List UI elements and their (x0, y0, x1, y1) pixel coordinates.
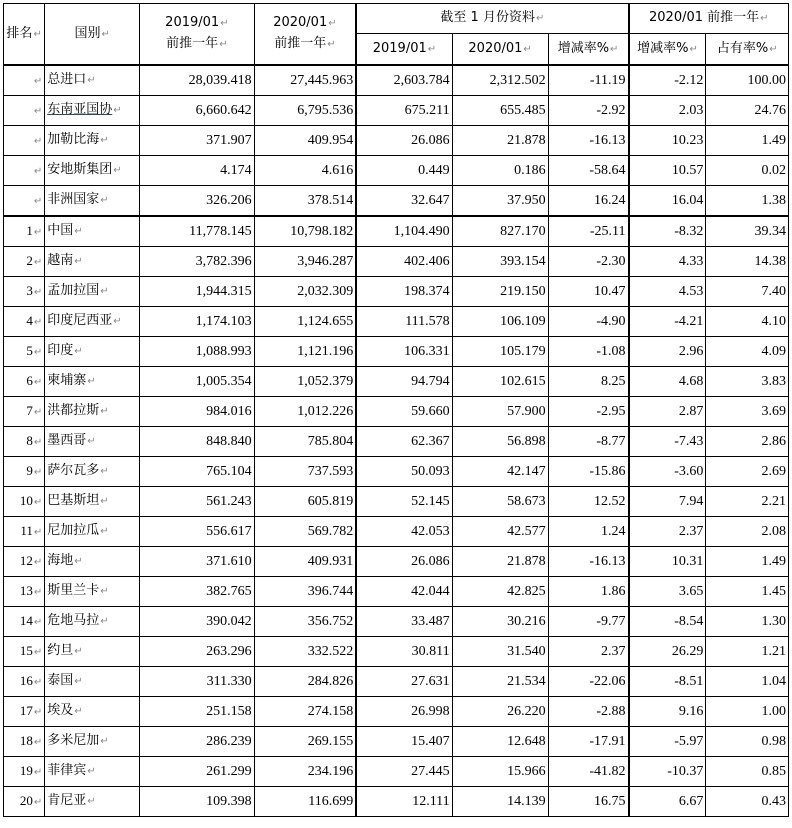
table-row (4, 186, 789, 217)
cell-jan-2020: 14.139 (452, 787, 548, 817)
cell-rolling-change: 7.94 (629, 487, 706, 517)
cell-rank: 1↵ (4, 216, 45, 247)
cell-jan-2019: 33.487 (356, 607, 452, 637)
cell-2020-year: 396.744 (254, 577, 356, 607)
cell-jan-change: -2.92 (548, 96, 628, 126)
cell-2020-year: 234.196 (254, 757, 356, 787)
table-row (4, 337, 789, 367)
cell-country: 印度↵ (45, 337, 140, 367)
cell-rolling-share: 1.38 (706, 186, 789, 217)
cell-2020-year: 737.593 (254, 457, 356, 487)
cell-rolling-share: 2.86 (706, 427, 789, 457)
cell-2019-year: 1,088.993 (140, 337, 254, 367)
cell-country: 洪都拉斯↵ (45, 397, 140, 427)
cell-2020-year: 378.514 (254, 186, 356, 217)
cell-rolling-change: -8.51 (629, 667, 706, 697)
cell-jan-2019: 30.811 (356, 637, 452, 667)
cell-2020-year: 2,032.309 (254, 277, 356, 307)
cell-rolling-share: 0.85 (706, 757, 789, 787)
cell-jan-change: 2.37 (548, 637, 628, 667)
cell-jan-2019: 15.407 (356, 727, 452, 757)
cell-2020-year: 1,012.226 (254, 397, 356, 427)
cell-rolling-change: 9.16 (629, 697, 706, 727)
cell-jan-2019: 198.374 (356, 277, 452, 307)
header-jan-change: 增减率%↵ (548, 34, 628, 66)
cell-rolling-change: -4.21 (629, 307, 706, 337)
cell-jan-change: 8.25 (548, 367, 628, 397)
table-row (4, 307, 789, 337)
cell-rolling-share: 0.43 (706, 787, 789, 817)
cell-2020-year: 4.616 (254, 156, 356, 186)
cell-2020-year: 6,795.536 (254, 96, 356, 126)
table-row (4, 787, 789, 817)
cell-jan-2019: 26.086 (356, 126, 452, 156)
cell-rolling-change: -10.37 (629, 757, 706, 787)
cell-2020-year: 356.752 (254, 607, 356, 637)
table-row (4, 126, 789, 156)
cell-2019-year: 371.907 (140, 126, 254, 156)
cell-country: 越南↵ (45, 247, 140, 277)
table-row (4, 727, 789, 757)
cell-2019-year: 11,778.145 (140, 216, 254, 247)
cell-rolling-share: 100.00 (706, 65, 789, 96)
cell-jan-2019: 0.449 (356, 156, 452, 186)
cell-rolling-change: 2.03 (629, 96, 706, 126)
cell-jan-2019: 12.111 (356, 787, 452, 817)
cell-2019-year: 556.617 (140, 517, 254, 547)
cell-jan-2019: 62.367 (356, 427, 452, 457)
cell-rolling-change: 4.33 (629, 247, 706, 277)
cell-jan-change: -2.30 (548, 247, 628, 277)
cell-rolling-change: -3.60 (629, 457, 706, 487)
cell-rolling-change: 4.53 (629, 277, 706, 307)
cell-jan-2020: 21.878 (452, 126, 548, 156)
cell-rank: 14↵ (4, 607, 45, 637)
cell-country: 萨尔瓦多↵ (45, 457, 140, 487)
cell-jan-2020: 827.170 (452, 216, 548, 247)
cell-country: 总进口↵ (45, 65, 140, 96)
cell-jan-2020: 106.109 (452, 307, 548, 337)
summary-rows (4, 65, 789, 216)
table-header (4, 4, 789, 66)
cell-jan-change: -9.77 (548, 607, 628, 637)
cell-2019-year: 1,944.315 (140, 277, 254, 307)
cell-rank: 19↵ (4, 757, 45, 787)
cell-rolling-share: 1.49 (706, 126, 789, 156)
cell-jan-change: 12.52 (548, 487, 628, 517)
cell-jan-2020: 219.150 (452, 277, 548, 307)
cell-jan-change: -25.11 (548, 216, 628, 247)
cell-jan-change: 16.75 (548, 787, 628, 817)
cell-2019-year: 390.042 (140, 607, 254, 637)
cell-rolling-share: 0.98 (706, 727, 789, 757)
header-rolling-share: 占有率%↵ (706, 34, 789, 66)
header-group-january: 截至 1 月份资料↵ (356, 4, 628, 34)
cell-jan-2019: 106.331 (356, 337, 452, 367)
cell-rolling-change: -7.43 (629, 427, 706, 457)
cell-rank: 3↵ (4, 277, 45, 307)
table-row (4, 697, 789, 727)
header-2020-year: 2020/01↵ 前推一年↵ (254, 4, 356, 66)
cell-rank: 5↵ (4, 337, 45, 367)
cell-2020-year: 10,798.182 (254, 216, 356, 247)
cell-rolling-change: 4.68 (629, 367, 706, 397)
cell-rolling-share: 1.21 (706, 637, 789, 667)
cell-2019-year: 561.243 (140, 487, 254, 517)
cell-jan-2020: 102.615 (452, 367, 548, 397)
cell-2020-year: 1,052.379 (254, 367, 356, 397)
cell-jan-change: -11.19 (548, 65, 628, 96)
cell-country: 约旦↵ (45, 637, 140, 667)
cell-jan-2019: 402.406 (356, 247, 452, 277)
cell-jan-2019: 42.044 (356, 577, 452, 607)
cell-jan-2019: 42.053 (356, 517, 452, 547)
cell-rank: 13↵ (4, 577, 45, 607)
cell-2020-year: 269.155 (254, 727, 356, 757)
cell-rolling-change: 2.96 (629, 337, 706, 367)
cell-rank: 15↵ (4, 637, 45, 667)
cell-rolling-change: 2.37 (629, 517, 706, 547)
table-row (4, 427, 789, 457)
table-row (4, 65, 789, 96)
cell-2019-year: 28,039.418 (140, 65, 254, 96)
table-row (4, 216, 789, 247)
table-row (4, 667, 789, 697)
cell-country: 海地↵ (45, 547, 140, 577)
cell-2019-year: 6,660.642 (140, 96, 254, 126)
cell-2020-year: 1,124.655 (254, 307, 356, 337)
cell-2019-year: 371.610 (140, 547, 254, 577)
cell-country: 东南亚国协↵ (45, 96, 140, 126)
cell-jan-2020: 655.485 (452, 96, 548, 126)
cell-2020-year: 284.826 (254, 667, 356, 697)
cell-rolling-change: 10.57 (629, 156, 706, 186)
cell-rolling-share: 2.69 (706, 457, 789, 487)
cell-rank: 10↵ (4, 487, 45, 517)
cell-jan-2020: 57.900 (452, 397, 548, 427)
cell-jan-change: -16.13 (548, 126, 628, 156)
cell-jan-change: -2.88 (548, 697, 628, 727)
cell-2020-year: 785.804 (254, 427, 356, 457)
cell-2019-year: 311.330 (140, 667, 254, 697)
cell-2019-year: 251.158 (140, 697, 254, 727)
cell-2019-year: 326.206 (140, 186, 254, 217)
cell-2020-year: 27,445.963 (254, 65, 356, 96)
cell-rolling-share: 3.83 (706, 367, 789, 397)
cell-rolling-share: 4.09 (706, 337, 789, 367)
table-row (4, 247, 789, 277)
header-2019-year: 2019/01↵ 前推一年↵ (140, 4, 254, 66)
cell-country: 墨西哥↵ (45, 427, 140, 457)
cell-jan-change: -41.82 (548, 757, 628, 787)
cell-country: 印度尼西亚↵ (45, 307, 140, 337)
cell-2020-year: 116.699 (254, 787, 356, 817)
table-row (4, 367, 789, 397)
country-rows (4, 216, 789, 817)
cell-rank: 11↵ (4, 517, 45, 547)
cell-country: 泰国↵ (45, 667, 140, 697)
cell-jan-2020: 26.220 (452, 697, 548, 727)
cell-jan-change: -15.86 (548, 457, 628, 487)
table-row (4, 397, 789, 427)
cell-country: 巴基斯坦↵ (45, 487, 140, 517)
cell-jan-2019: 27.631 (356, 667, 452, 697)
cell-country: 中国↵ (45, 216, 140, 247)
cell-rank: ↵ (4, 126, 45, 156)
cell-jan-2019: 26.086 (356, 547, 452, 577)
cell-rolling-change: 6.67 (629, 787, 706, 817)
cell-rolling-change: -8.32 (629, 216, 706, 247)
cell-rolling-share: 2.08 (706, 517, 789, 547)
cell-rank: 17↵ (4, 697, 45, 727)
table-row (4, 96, 789, 126)
cell-rolling-change: 2.87 (629, 397, 706, 427)
cell-jan-change: -8.77 (548, 427, 628, 457)
table-row (4, 577, 789, 607)
cell-2019-year: 109.398 (140, 787, 254, 817)
cell-jan-change: -4.90 (548, 307, 628, 337)
cell-rank: 2↵ (4, 247, 45, 277)
cell-rolling-change: -2.12 (629, 65, 706, 96)
header-jan-2020: 2020/01↵ (452, 34, 548, 66)
cell-jan-change: -1.08 (548, 337, 628, 367)
cell-rank: ↵ (4, 156, 45, 186)
cell-rank: 7↵ (4, 397, 45, 427)
cell-2020-year: 3,946.287 (254, 247, 356, 277)
cell-jan-change: 16.24 (548, 186, 628, 217)
cell-jan-2020: 393.154 (452, 247, 548, 277)
cell-country: 危地马拉↵ (45, 607, 140, 637)
cell-2020-year: 569.782 (254, 517, 356, 547)
cell-2020-year: 332.522 (254, 637, 356, 667)
cell-jan-2020: 42.577 (452, 517, 548, 547)
cell-jan-2019: 52.145 (356, 487, 452, 517)
table-row (4, 277, 789, 307)
cell-rank: ↵ (4, 96, 45, 126)
cell-rank: 6↵ (4, 367, 45, 397)
cell-jan-2019: 2,603.784 (356, 65, 452, 96)
cell-rolling-change: 3.65 (629, 577, 706, 607)
cell-2019-year: 848.840 (140, 427, 254, 457)
cell-jan-2019: 26.998 (356, 697, 452, 727)
cell-jan-2020: 42.147 (452, 457, 548, 487)
cell-jan-2019: 111.578 (356, 307, 452, 337)
table-row (4, 547, 789, 577)
cell-2020-year: 605.819 (254, 487, 356, 517)
cell-rank: 16↵ (4, 667, 45, 697)
cell-jan-change: -17.91 (548, 727, 628, 757)
cell-2019-year: 4.174 (140, 156, 254, 186)
table-row (4, 156, 789, 186)
cell-jan-change: 1.86 (548, 577, 628, 607)
table-row (4, 487, 789, 517)
cell-2019-year: 1,005.354 (140, 367, 254, 397)
cell-jan-change: -16.13 (548, 547, 628, 577)
cell-rank: 9↵ (4, 457, 45, 487)
cell-jan-2020: 31.540 (452, 637, 548, 667)
cell-rolling-share: 1.45 (706, 577, 789, 607)
cell-jan-change: -2.95 (548, 397, 628, 427)
cell-rolling-change: -8.54 (629, 607, 706, 637)
table-row (4, 457, 789, 487)
cell-rolling-share: 1.04 (706, 667, 789, 697)
cell-2020-year: 409.954 (254, 126, 356, 156)
cell-rolling-share: 39.34 (706, 216, 789, 247)
cell-rank: 8↵ (4, 427, 45, 457)
cell-country: 埃及↵ (45, 697, 140, 727)
cell-rolling-share: 2.21 (706, 487, 789, 517)
cell-jan-2020: 12.648 (452, 727, 548, 757)
cell-rolling-share: 4.10 (706, 307, 789, 337)
cell-rolling-change: 26.29 (629, 637, 706, 667)
cell-2019-year: 382.765 (140, 577, 254, 607)
cell-country: 肯尼亚↵ (45, 787, 140, 817)
cell-jan-2020: 37.950 (452, 186, 548, 217)
cell-country: 加勒比海↵ (45, 126, 140, 156)
cell-rolling-share: 24.76 (706, 96, 789, 126)
cell-2019-year: 263.296 (140, 637, 254, 667)
cell-rank: ↵ (4, 186, 45, 217)
header-group-rolling: 2020/01 前推一年↵ (629, 4, 789, 34)
cell-jan-2019: 59.660 (356, 397, 452, 427)
cell-2020-year: 1,121.196 (254, 337, 356, 367)
cell-rolling-share: 1.30 (706, 607, 789, 637)
cell-jan-2020: 42.825 (452, 577, 548, 607)
cell-country: 安地斯集团↵ (45, 156, 140, 186)
cell-country: 孟加拉国↵ (45, 277, 140, 307)
cell-rank: 20↵ (4, 787, 45, 817)
cell-rolling-change: -5.97 (629, 727, 706, 757)
table-row (4, 637, 789, 667)
cell-2019-year: 1,174.103 (140, 307, 254, 337)
cell-country: 多米尼加↵ (45, 727, 140, 757)
cell-jan-2019: 27.445 (356, 757, 452, 787)
table-row (4, 607, 789, 637)
cell-rolling-share: 3.69 (706, 397, 789, 427)
cell-jan-2020: 58.673 (452, 487, 548, 517)
table-row (4, 757, 789, 787)
cell-country: 菲律宾↵ (45, 757, 140, 787)
cell-rolling-share: 14.38 (706, 247, 789, 277)
cell-rank: 4↵ (4, 307, 45, 337)
cell-rolling-share: 7.40 (706, 277, 789, 307)
cell-jan-2019: 50.093 (356, 457, 452, 487)
cell-country: 尼加拉瓜↵ (45, 517, 140, 547)
cell-rolling-share: 1.00 (706, 697, 789, 727)
header-country: 国别↵ (45, 4, 140, 66)
cell-rolling-change: 10.31 (629, 547, 706, 577)
cell-jan-2020: 2,312.502 (452, 65, 548, 96)
cell-jan-2020: 21.878 (452, 547, 548, 577)
header-rank: 排名↵ (4, 4, 45, 66)
cell-rolling-change: 10.23 (629, 126, 706, 156)
header-jan-2019: 2019/01↵ (356, 34, 452, 66)
cell-jan-2019: 1,104.490 (356, 216, 452, 247)
cell-jan-2019: 32.647 (356, 186, 452, 217)
cell-2019-year: 765.104 (140, 457, 254, 487)
cell-jan-2020: 0.186 (452, 156, 548, 186)
cell-jan-2020: 56.898 (452, 427, 548, 457)
cell-jan-change: 10.47 (548, 277, 628, 307)
cell-country: 柬埔寨↵ (45, 367, 140, 397)
cell-jan-2020: 30.216 (452, 607, 548, 637)
cell-country: 非洲国家↵ (45, 186, 140, 217)
cell-jan-2020: 21.534 (452, 667, 548, 697)
cell-rank: ↵ (4, 65, 45, 96)
cell-2019-year: 261.299 (140, 757, 254, 787)
cell-2019-year: 3,782.396 (140, 247, 254, 277)
cell-2019-year: 286.239 (140, 727, 254, 757)
cell-2020-year: 274.158 (254, 697, 356, 727)
cell-rolling-share: 1.49 (706, 547, 789, 577)
import-statistics-table (3, 3, 789, 817)
cell-jan-2020: 105.179 (452, 337, 548, 367)
cell-rolling-change: 16.04 (629, 186, 706, 217)
cell-2020-year: 409.931 (254, 547, 356, 577)
cell-jan-change: -22.06 (548, 667, 628, 697)
cell-rank: 18↵ (4, 727, 45, 757)
cell-rolling-share: 0.02 (706, 156, 789, 186)
cell-2019-year: 984.016 (140, 397, 254, 427)
cell-jan-2019: 675.211 (356, 96, 452, 126)
cell-jan-2020: 15.966 (452, 757, 548, 787)
cell-jan-2019: 94.794 (356, 367, 452, 397)
cell-jan-change: -58.64 (548, 156, 628, 186)
cell-jan-change: 1.24 (548, 517, 628, 547)
table-row (4, 517, 789, 547)
cell-rank: 12↵ (4, 547, 45, 577)
header-rolling-change: 增减率%↵ (629, 34, 706, 66)
cell-country: 斯里兰卡↵ (45, 577, 140, 607)
